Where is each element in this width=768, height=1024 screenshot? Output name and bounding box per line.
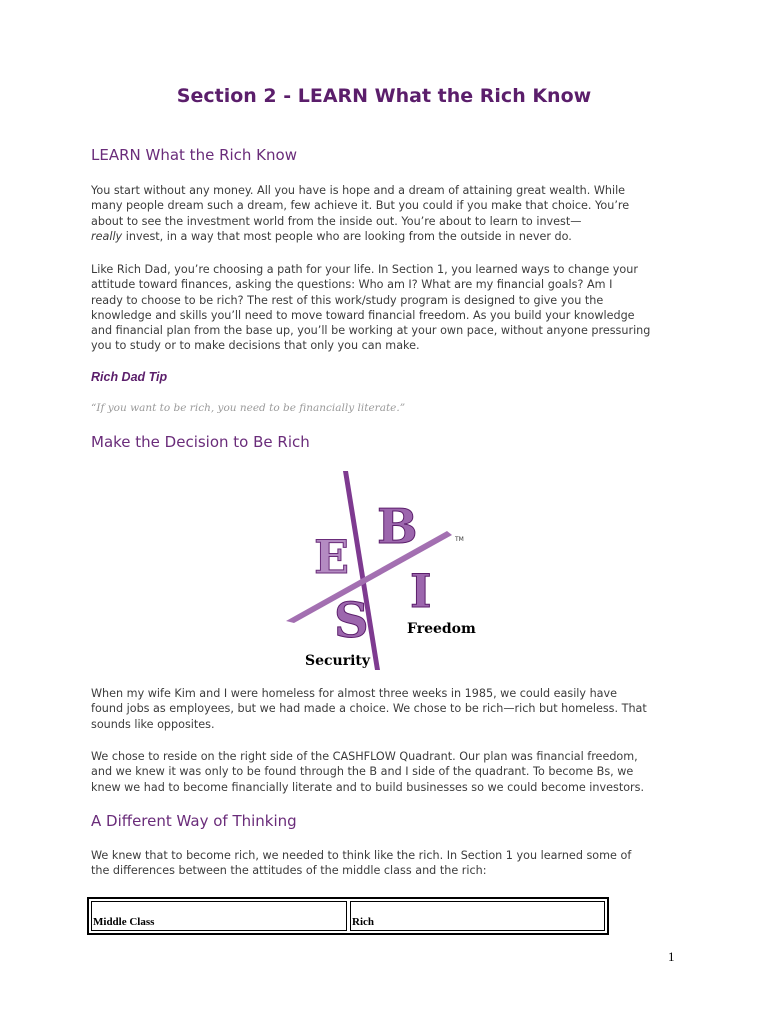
page-title: Section 2 - LEARN What the Rich Know xyxy=(176,85,592,107)
section-heading-learn: LEARN What the Rich Know xyxy=(91,146,297,164)
text-line: We chose to reside on the right side of the CASHFLOW Quadrant. Our plan was financial freedom, xyxy=(91,750,638,763)
security-label: Security xyxy=(305,653,371,669)
text-line: about to see the investment world from the inside out. You’re about to learn to invest— xyxy=(91,214,582,228)
intro-paragraph xyxy=(91,183,683,244)
letter-b: B xyxy=(377,499,418,555)
cashflow-quadrant-logo xyxy=(282,465,492,675)
text-line: sounds like opposites. xyxy=(91,717,215,731)
letter-e: E xyxy=(314,530,350,584)
section-heading-thinking: A Different Way of Thinking xyxy=(91,812,297,830)
text-line: and we knew it was only to be found through the B and I side of the quadrant. To become Bs, we xyxy=(91,765,634,779)
homeless-paragraph xyxy=(91,686,683,732)
text-line: knowledge and skills you’ll need to move toward financial freedom. As you build your knowledge xyxy=(91,308,635,322)
path-paragraph xyxy=(91,262,683,354)
text-run: invest, in a way that most people who are looking from the outside in never do. xyxy=(122,229,572,243)
text-line: ready to choose to be rich? The rest of this work/study program is designed to give you the xyxy=(91,293,604,307)
letter-i: I xyxy=(410,564,432,618)
text-line: found jobs as employees, but we had made a choice. We chose to be rich—rich but homeless. That xyxy=(91,702,647,716)
attitudes-table xyxy=(87,897,609,935)
thinking-paragraph xyxy=(91,848,683,879)
tip-quote: “If you want to be rich, you need to be financially literate.” xyxy=(91,402,406,414)
page-number: 1 xyxy=(668,949,675,964)
freedom-label: Freedom xyxy=(407,621,476,637)
text-line: and financial plan from the base up, you’ll be working at your own pace, without anyone pressuring xyxy=(91,324,651,338)
header-text: Rich xyxy=(352,916,374,928)
header-text: Middle Class xyxy=(93,916,155,928)
text-line: knew we had to become financially literate and to build businesses so we could become investors. xyxy=(91,780,645,794)
text-line: When my wife Kim and I were homeless for almost three weeks in 1985, we could easily have xyxy=(91,687,618,700)
italic-word: really xyxy=(91,229,123,243)
quadrant-paragraph xyxy=(91,749,683,795)
table-header-cell xyxy=(91,901,347,931)
text-line xyxy=(91,229,683,244)
text-line: attitude toward finances, asking the questions: Who am I? What are my financial goals? Am I xyxy=(91,278,613,292)
section-heading-decision: Make the Decision to Be Rich xyxy=(91,433,310,451)
table-header-cell xyxy=(350,901,605,931)
text-line: We knew that to become rich, we needed to think like the rich. In Section 1 you learned some of xyxy=(91,849,632,862)
text-line: many people dream such a dream, few achieve it. But you could if you make that choice. You’re xyxy=(91,199,630,213)
trademark-mark: TM xyxy=(455,536,464,543)
text-line: the differences between the attitudes of the middle class and the rich: xyxy=(91,864,487,878)
text-line: You start without any money. All you have is hope and a dream of attaining great wealth. While xyxy=(91,184,626,197)
text-line: you to study or to make decisions that only you can make. xyxy=(91,339,420,353)
letter-s: S xyxy=(334,593,369,649)
text-line: Like Rich Dad, you’re choosing a path for your life. In Section 1, you learned ways to change your xyxy=(91,263,638,276)
rich-dad-tip-label: Rich Dad Tip xyxy=(91,370,168,384)
